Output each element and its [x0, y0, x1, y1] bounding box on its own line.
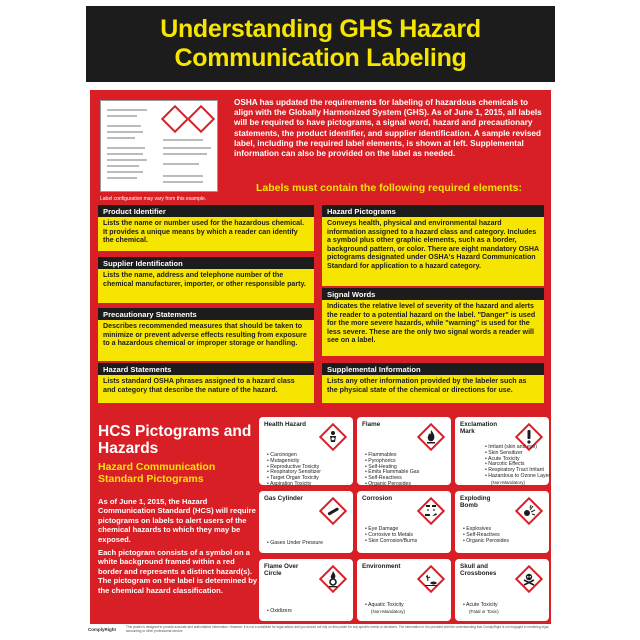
list-item: • Gases Under Pressure [267, 541, 357, 547]
list-item: • Corrosive to Metals [365, 533, 455, 539]
box-title: Supplier Identification [98, 257, 314, 269]
sample-label-image [100, 100, 218, 192]
box-title: Hazard Pictograms [322, 205, 544, 217]
poster-title-line-1: Understanding GHS Hazard [160, 15, 481, 43]
list-item: • Organic Peroxides [365, 482, 455, 488]
ghs-poster [86, 6, 555, 636]
precautionary-statements-box [98, 308, 314, 361]
pictogram-title: Skull and Crossbones [460, 563, 497, 578]
hcs-description [98, 497, 258, 599]
list-item: • Self-Reactives [463, 533, 553, 539]
list-item: • Emits Flammable Gas [365, 470, 455, 476]
list-item: • Reproductive Toxicity [267, 465, 357, 471]
list-item: • Skin Corrosion/Burns [365, 539, 455, 545]
list-item: • Explosives [463, 527, 553, 533]
sample-health-hazard-icon [161, 105, 189, 133]
box-title: Product Identifier [98, 205, 314, 217]
required-elements-heading: Labels must contain the following required elements: [255, 182, 523, 194]
poster-title-line-2: Communication Labeling [174, 44, 467, 72]
product-identifier-box [98, 205, 314, 251]
box-title: Hazard Statements [98, 363, 314, 375]
hazard-pictograms-box [322, 205, 544, 286]
footer-disclaimer: This poster is designed to provide accurate and authoritative information. However, it is not a substitute for legal advice and you should not rely on this poster for any specific needs or decisions. The information in it is provided with the understanding that ComplyRight is not engaged in rendering legal, accounting or other professional service. [126, 625, 550, 633]
hazard-statements-box [98, 363, 314, 403]
list-item: • Mutagenicity [267, 459, 357, 465]
list-item: • Eye Damage [365, 527, 455, 533]
health-hazard-icon [319, 423, 347, 451]
list-item: • Target Organ Toxicity [267, 476, 357, 482]
sample-flame-icon [187, 105, 215, 133]
list-item: • Irritant (skin and eye) [485, 445, 575, 451]
environment-icon [417, 565, 445, 593]
box-title: Signal Words [322, 288, 544, 300]
list-item: • Respiratory Tract Irritant [485, 468, 575, 474]
supplier-identification-box [98, 257, 314, 303]
list-item: • Aquatic Toxicity [365, 603, 455, 609]
list-item: • Flammables [365, 453, 455, 459]
pictogram-card-skull-crossbones [455, 559, 549, 621]
pictogram-card-environment [357, 559, 451, 621]
pictogram-card-exclamation-mark [455, 417, 549, 485]
fatal-or-toxic-note: (Fatal or Toxic) [469, 608, 499, 614]
corrosion-icon [417, 497, 445, 525]
box-text: Lists any other information provided by the labeler such as the physical state of the chemical or directions for use. [327, 377, 527, 394]
list-item: • Acute Toxicity [463, 603, 553, 609]
box-title: Precautionary Statements [98, 308, 314, 320]
hcs-paragraph-2: Each pictogram consists of a symbol on a white background framed within a red border and represents a distinct hazard(s). The pictogram on the label is determined by the chemical hazard classification. [98, 548, 258, 595]
list-item: • Self-Reactives [365, 476, 455, 482]
hcs-paragraph-1: As of June 1, 2015, the Hazard Communication Standard (HCS) will require pictograms on labels to alert users of the chemical hazards to which they may be exposed. [98, 497, 256, 544]
sample-label-caption: Label configuration may vary from this example. [100, 196, 207, 202]
exploding-bomb-icon [515, 497, 543, 525]
skull-crossbones-icon [515, 565, 543, 593]
pictogram-title: Gas Cylinder [264, 495, 303, 502]
pictogram-title: Flame [362, 421, 381, 428]
poster-header [86, 6, 555, 82]
list-item: • Skin Sensitizer [485, 451, 575, 457]
supplemental-information-box [322, 363, 544, 403]
list-item: • Aspiration Toxicity [267, 482, 357, 488]
signal-words-box [322, 288, 544, 356]
hcs-pictograms-panel [90, 409, 551, 624]
hcs-title: HCS Pictograms and Hazards [98, 423, 252, 457]
list-item: • Self-Heating [365, 465, 455, 471]
brand-logo: ComplyRight [88, 627, 116, 632]
intro-text: OSHA has updated the requirements for labeling of hazardous chemicals to align with the Globally Harmonized System (GHS). As of June 1, 2015, all labels will be required to have pictograms, a signal word, hazard and precautionary statements, the product identifier, and supplier identification. A sample revised label, including the required label elements, is shown at left. Supplemental information can also be provided on the label as needed. [234, 98, 542, 159]
pictogram-title: Exclamation Mark [460, 421, 498, 436]
list-item: • Narcotic Effects [485, 462, 575, 468]
pictogram-title: Health Hazard [264, 421, 306, 428]
list-item: • Organic Peroxides [463, 539, 553, 545]
pictogram-card-flame [357, 417, 451, 485]
box-text: Lists standard OSHA phrases assigned to a hazard class and category that describe the nature of the hazard. [103, 377, 295, 394]
pictogram-card-corrosion [357, 491, 451, 553]
flame-icon [417, 423, 445, 451]
pictogram-card-health-hazard [259, 417, 353, 485]
box-text: Lists the name or number used for the hazardous chemical. It provides a unique means by which a reader can identify the chemical. [103, 219, 305, 245]
list-item: • Acute Toxicity [485, 457, 575, 463]
flame-over-circle-icon [319, 565, 347, 593]
list-item: • Hazardous to Ozone Layer [485, 474, 575, 480]
pictogram-card-exploding-bomb [455, 491, 549, 553]
pictogram-title: Exploding Bomb [460, 495, 491, 510]
list-item: • Oxidizers [267, 609, 357, 615]
non-mandatory-note: (Non-Mandatory) [371, 608, 406, 614]
gas-cylinder-icon [319, 497, 347, 525]
pictogram-card-gas-cylinder [259, 491, 353, 553]
footer [86, 626, 555, 636]
list-item: • Carcinogen [267, 453, 357, 459]
label-elements-panel [90, 90, 551, 409]
box-title: Supplemental Information [322, 363, 544, 375]
box-text: Conveys health, physical and environmental hazard information assigned to a hazard class and category. Includes a symbol plus other graphic elements, such as a border, background pattern, or color. There are eight mandatory OSHA pictograms designated under OSHA's Hazard Communication Standard for application to a hazard category. [327, 219, 539, 270]
pictogram-card-flame-over-circle [259, 559, 353, 621]
pictogram-title: Environment [362, 563, 401, 570]
non-mandatory-note: (Non-Mandatory) [491, 479, 526, 485]
pictogram-title: Flame Over Circle [264, 563, 299, 578]
box-text: Indicates the relative level of severity of the hazard and alerts the reader to a potential hazard on the label. "Danger" is used for the more severe hazards, while "warning" is used for the less severe. These are the only two signal words a reader will see on a label. [327, 302, 536, 345]
hcs-subtitle: Hazard Communication Standard Pictograms [98, 461, 216, 485]
box-text: Lists the name, address and telephone number of the chemical manufacturer, importer, or other responsible party. [103, 271, 306, 288]
box-text: Describes recommended measures that should be taken to minimize or prevent adverse effects resulting from exposure to a hazardous chemical or improper storage or handling. [103, 322, 307, 348]
pictogram-title: Corrosion [362, 495, 393, 502]
list-item: • Respiratory Sensitizer [267, 470, 357, 476]
list-item: • Pyrophorics [365, 459, 455, 465]
